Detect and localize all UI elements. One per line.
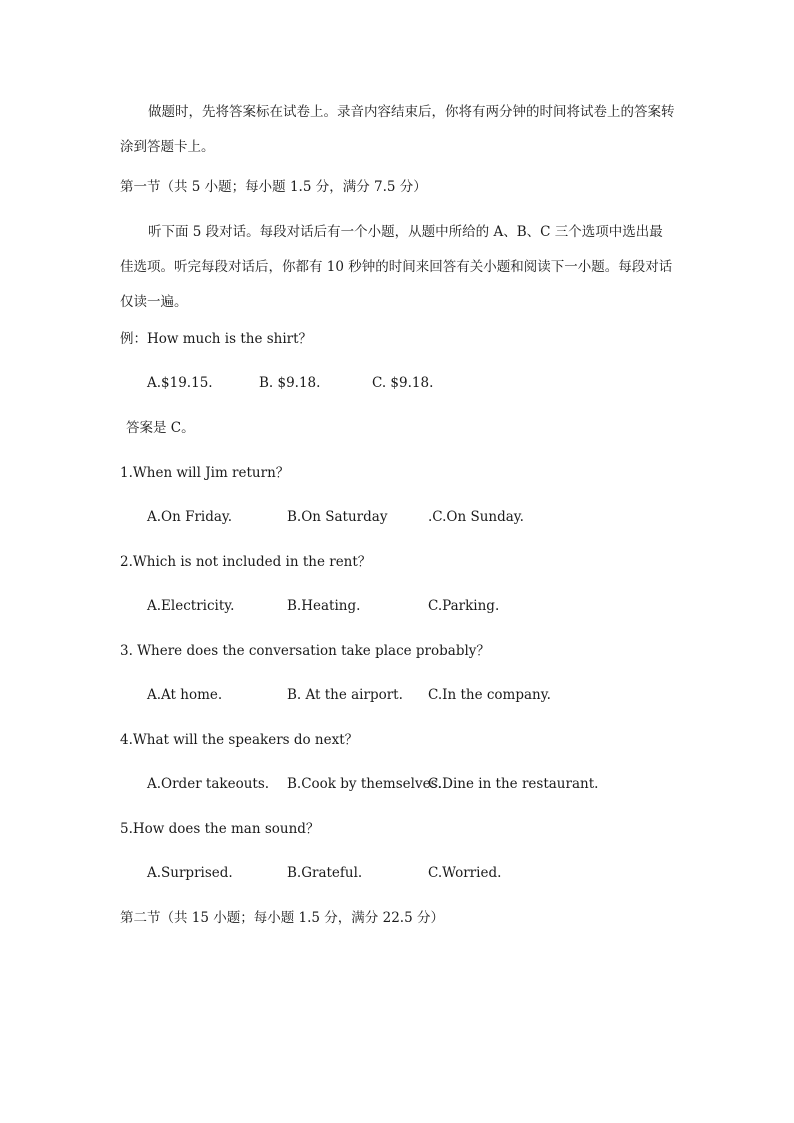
section2-heading: 第二节（共 15 小题；每小题 1.5 分，满分 22.5 分） [120, 910, 444, 926]
question-3: 3. Where does the conversation take place probably？ [120, 643, 490, 659]
question-5-option-c: C.Worried. [428, 865, 502, 881]
example-option-c: C. $9.18. [372, 375, 434, 391]
question-5: 5.How does the man sound？ [120, 821, 320, 837]
question-3-option-a: A.At home. [147, 687, 223, 703]
question-2: 2.Which is not included in the rent？ [120, 554, 372, 570]
question-4-option-a: A.Order takeouts. [147, 776, 270, 792]
question-5-option-a: A.Surprised. [147, 865, 233, 881]
example-option-a: A.$19.15. [147, 375, 213, 391]
question-5-option-b: B.Grateful. [287, 865, 363, 881]
question-1-option-b: B.On Saturday [287, 509, 388, 525]
question-1-option-c: .C.On Sunday. [428, 509, 524, 525]
section1-heading: 第一节（共 5 小题；每小题 1.5 分，满分 7.5 分） [120, 179, 427, 195]
question-1-option-a: A.On Friday. [147, 509, 233, 525]
example-question: 例：How much is the shirt？ [120, 331, 313, 347]
question-4-option-c: C.Dine in the restaurant. [428, 776, 599, 792]
question-3-option-b: B. At the airport. [287, 687, 403, 703]
example-answer: 答案是 C。 [126, 420, 195, 436]
section1-directions: 听下面 5 段对话。每段对话后有一个小题，从题中所给的 A、B、C 三个选项中选出最佳选项。听完每段对话后，你都有 10 秒钟的时间来回答有关小题和阅读下一小题。每段对话仅读一遍。 [120, 224, 673, 310]
intro-instruction: 做题时，先将答案标在试卷上。录音内容结束后，你将有两分钟的时间将试卷上的答案转涂到答题卡上。 [120, 104, 675, 155]
question-2-option-b: B.Heating. [287, 598, 361, 614]
question-1: 1.When will Jim return？ [120, 465, 290, 481]
question-4: 4.What will the speakers do next？ [120, 732, 359, 748]
question-4-option-b: B.Cook by themselves. [287, 776, 442, 792]
example-option-b: B. $9.18. [259, 375, 321, 391]
question-2-option-a: A.Electricity. [147, 598, 235, 614]
question-2-option-c: C.Parking. [428, 598, 500, 614]
question-3-option-c: C.In the company. [428, 687, 551, 703]
